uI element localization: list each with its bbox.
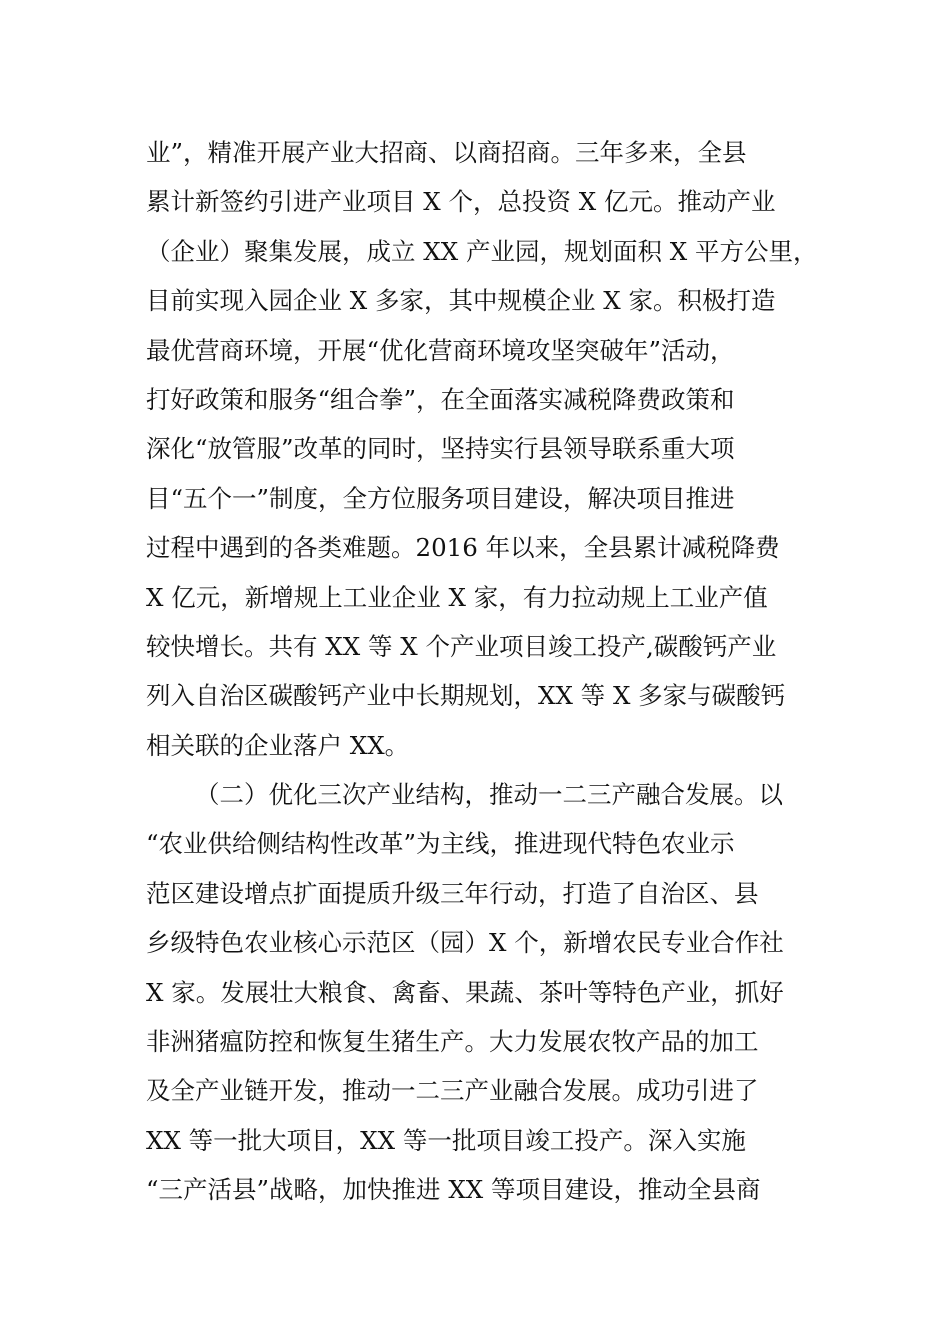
text-line: 业”，精准开展产业大招商、以商招商。三年多来，全县 — [146, 138, 747, 167]
text-line: （企业）聚集发展，成立 XX 产业园，规划面积 X 平方公里， — [146, 236, 818, 266]
text-line: 过程中遇到的各类难题。2016 年以来，全县累计减税降费 — [146, 533, 780, 563]
text-line: 列入自治区碳酸钙产业中长期规划，XX 等 X 多家与碳酸钙 — [146, 681, 786, 711]
text-line: “农业供给侧结构性改革”为主线，推进现代特色农业示 — [146, 829, 735, 859]
text-line: 累计新签约引进产业项目 X 个，总投资 X 亿元。推动产业 — [146, 187, 776, 217]
section-heading-line: （二）优化三次产业结构，推动一二三产融合发展。以 — [195, 780, 783, 810]
text-line: 较快增长。共有 XX 等 X 个产业项目竣工投产,碳酸钙产业 — [146, 631, 777, 661]
text-line: 深化“放管服”改革的同时，坚持实行县领导联系重大项 — [146, 434, 735, 464]
text-line: X 亿元，新增规上工业企业 X 家，有力拉动规上工业产值 — [146, 582, 768, 612]
text-line: XX 等一批大项目，XX 等一批项目竣工投产。深入实施 — [146, 1125, 746, 1155]
text-line: 相关联的企业落户 XX。 — [146, 730, 410, 760]
text-line: 及全产业链开发，推动一二三产业融合发展。成功引进了 — [146, 1076, 759, 1106]
text-line: X 家。发展壮大粮食、禽畜、果蔬、茶叶等特色产业，抓好 — [146, 977, 784, 1007]
body-text — [146, 128, 846, 1215]
text-line: 最优营商环境，开展“优化营商环境攻坚突破年”活动， — [146, 335, 735, 365]
text-line: 乡级特色农业核心示范区（园）X 个，新增农民专业合作社 — [146, 928, 784, 958]
text-line: “三产活县”战略，加快推进 XX 等项目建设，推动全县商 — [146, 1175, 761, 1205]
text-line: 非洲猪瘟防控和恢复生猪生产。大力发展农牧产品的加工 — [146, 1027, 759, 1057]
text-line: 打好政策和服务“组合拳”，在全面落实减税降费政策和 — [146, 384, 735, 414]
text-line: 目前实现入园企业 X 多家，其中规模企业 X 家。积极打造 — [146, 286, 776, 316]
text-line: 范区建设增点扩面提质升级三年行动，打造了自治区、县 — [146, 878, 759, 908]
text-line: 目“五个一”制度，全方位服务项目建设，解决项目推进 — [146, 483, 735, 513]
